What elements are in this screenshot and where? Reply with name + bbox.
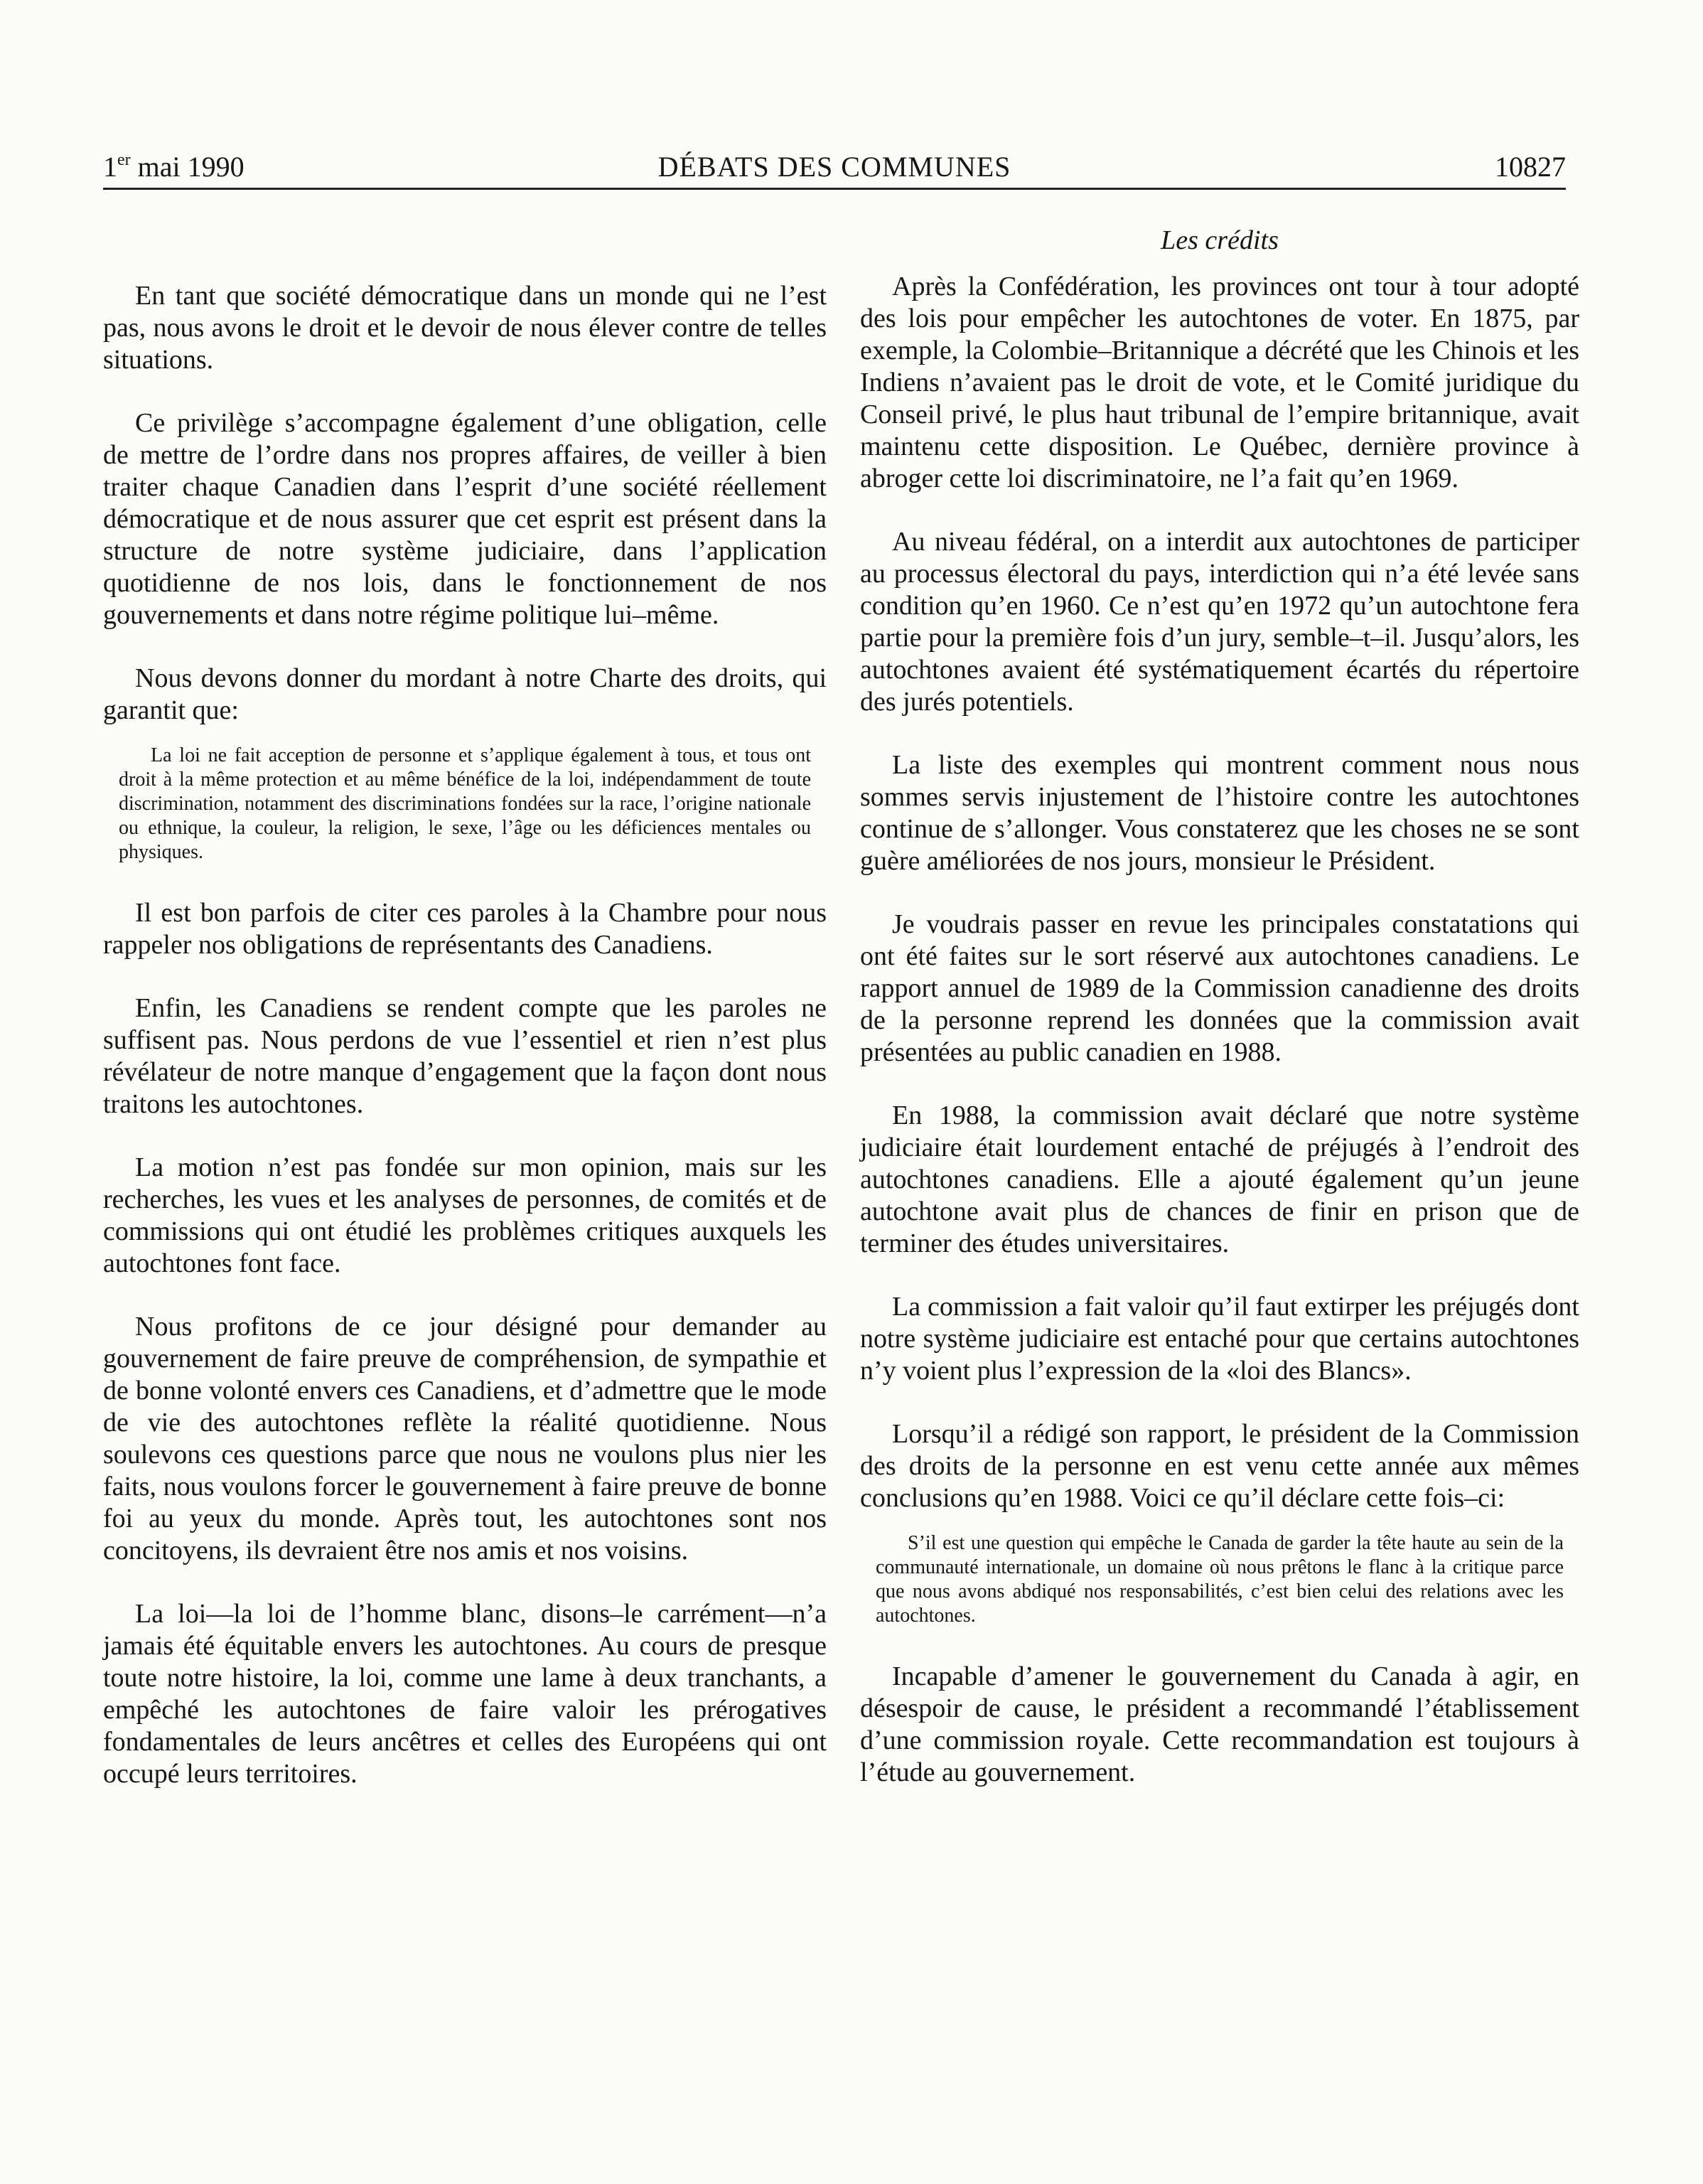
header-date-rest: mai 1990 — [130, 151, 245, 183]
section-title: Les crédits — [1161, 225, 1279, 255]
running-header — [103, 151, 1566, 190]
paragraph: Il est bon parfois de citer ces paroles à la Chambre pour nous rappeler nos obligations de représentants des Canadiens. — [103, 898, 827, 960]
block-quote-charter: La loi ne fait acception de personne et s’applique également à tous, et tous ont droit à la même protection et au même bénéfice de la loi, indépendamment de toute discrimination, notamment des discriminations fondées sur la race, l’origine nationale ou ethnique, la couleur, la religion, le sexe, l’âge ou les déficiences mentales ou physiques. — [119, 744, 811, 863]
paragraph: Après la Confédération, les provinces ont tour à tour adopté des lois pour empêcher les autochtones de voter. En 1875, par exemple, la Colombie–Britannique a décrété que les Chinois et les Indiens n’avaient pas le droit de vote, et le Comité juridique du Conseil privé, le plus haut tribunal de l’empire britannique, avait maintenu cette disposition. Le Québec, dernière province à abroger cette loi discriminatoire, ne l’a fait qu’en 1969. — [860, 272, 1579, 493]
paragraph: Enfin, les Canadiens se rendent compte que les paroles ne suffisent pas. Nous perdons de vue l’essentiel et rien n’est plus révélateur de notre manque d’engagement que la façon dont nous traitons les autochtones. — [103, 993, 827, 1119]
paragraph: La loi—la loi de l’homme blanc, disons–le carrément—n’a jamais été équitable envers les autochtones. Au cours de presque toute notre histoire, la loi, comme une lame à deux tranchants, a empêché les autochtones de faire valoir les prérogatives fondamentales de leurs ancêtres et celles des Européens qui ont occupé leurs territoires. — [103, 1599, 827, 1789]
paragraph: Incapable d’amener le gouvernement du Canada à agir, en désespoir de cause, le président a recommandé l’établissement d’une commission royale. Cette recommandation est toujours à l’étude au gouvernement. — [860, 1661, 1579, 1787]
header-page-number: 10827 — [1495, 151, 1566, 183]
paragraph: La motion n’est pas fondée sur mon opinion, mais sur les recherches, les vues et les analyses de personnes, de comités et de commissions qui ont étudié les problèmes critiques auxquels les autochtones font face. — [103, 1152, 827, 1278]
left-column — [103, 280, 827, 1790]
paragraph: Ce privilège s’accompagne également d’une obligation, celle de mettre de l’ordre dans nos propres affaires, de veiller à bien traiter chaque Canadien dans l’esprit d’une société réellement démocratique et de nous assurer que cet esprit est présent dans la structure de notre système judiciaire, dans l’application quotidienne de nos lois, dans le fonctionnement de nos gouvernements et dans notre régime politique lui–même. — [103, 408, 827, 630]
paragraph: Nous devons donner du mordant à notre Charte des droits, qui garantit que: — [103, 663, 827, 725]
header-date-superscript: er — [117, 151, 131, 169]
paragraph: En 1988, la commission avait déclaré que notre système judiciaire était lourdement entaché de préjugés à l’endroit des autochtones canadiens. Elle a ajouté également qu’un jeune autochtone avait plus de chances de finir en prison que de terminer des études universitaires. — [860, 1101, 1579, 1258]
header-title: DÉBATS DES COMMUNES — [657, 151, 1011, 183]
paragraph: Lorsqu’il a rédigé son rapport, le président de la Commission des droits de la personne en est venu cette année aux mêmes conclusions qu’en 1988. Voici ce qu’il déclare cette fois–ci: — [860, 1419, 1579, 1513]
paragraph: Nous profitons de ce jour désigné pour demander au gouvernement de faire preuve de compréhension, de sympathie et de bonne volonté envers ces Canadiens, et d’admettre que le mode de vie des autochtones reflète la réalité quotidienne. Nous soulevons ces questions parce que nous ne voulons plus nier les faits, nous voulons forcer le gouvernement à faire preuve de bonne foi au yeux du monde. Après tout, les autochtones sont nos concitoyens, ils devraient être nos amis et nos voisins. — [103, 1312, 827, 1565]
paragraph: Je voudrais passer en revue les principales constatations qui ont été faites sur le sort réservé aux autochtones canadiens. Le rapport annuel de 1989 de la Commission canadienne des droits de la personne reprend les données que la commission avait présentées au public canadien en 1988. — [860, 909, 1579, 1067]
paragraph: En tant que société démocratique dans un monde qui ne l’est pas, nous avons le droit et le devoir de nous élever contre de telles situations. — [103, 281, 827, 375]
block-quote-president: S’il est une question qui empêche le Canada de garder la tête haute au sein de la communauté internationale, un domaine où nous prêtons le flanc à la critique parce que nous avons abdiqué nos responsabilités, c’est bien celui des relations avec les autochtones. — [876, 1532, 1564, 1627]
paragraph: La commission a fait valoir qu’il faut extirper les préjugés dont notre système judiciaire est entaché pour que certains autochtones n’y voient plus l’expression de la «loi des Blancs». — [860, 1292, 1579, 1386]
paragraph: La liste des exemples qui montrent comment nous nous sommes servis injustement de l’histoire contre les autochtones continue de s’allonger. Vous constaterez que les choses ne se sont guère améliorées de nos jours, monsieur le Président. — [860, 750, 1579, 876]
right-column — [860, 225, 1579, 1789]
header-date-day: 1 — [103, 151, 117, 183]
paragraph: Au niveau fédéral, on a interdit aux autochtones de participer au processus électoral du pays, interdiction qui n’a été levée sans condition qu’en 1960. Ce n’est qu’en 1972 qu’un autochtone fera partie pour la première fois d’un jury, semble–t–il. Jusqu’alors, les autochtones avaient été systématiquement écartés du répertoire des jurés potentiels. — [860, 527, 1579, 717]
